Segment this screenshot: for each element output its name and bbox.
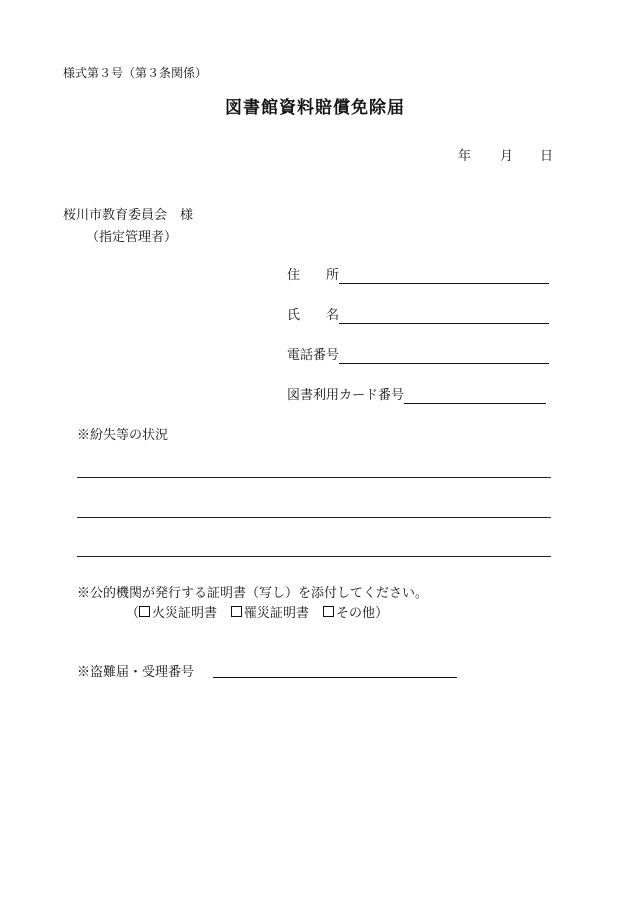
name-label-2: 名 (326, 308, 340, 323)
library-card-row (287, 382, 546, 404)
fire-certificate-checkbox[interactable] (139, 606, 150, 617)
certificate-instruction: ※公的機関が発行する証明書（写し）を添付してください。 (77, 586, 429, 601)
name-row (287, 302, 549, 324)
date-year-label: 年 (458, 149, 472, 164)
loss-situation-heading: ※紛失等の状況 (77, 428, 169, 443)
fire-certificate-label: 火災証明書 (152, 606, 218, 621)
phone-field[interactable] (339, 349, 549, 364)
other-certificate-label: その他 (336, 606, 376, 621)
certificate-options (126, 602, 388, 621)
disaster-certificate-checkbox[interactable] (231, 606, 242, 617)
other-certificate-option[interactable] (323, 602, 375, 621)
disaster-certificate-label: 罹災証明書 (244, 606, 310, 621)
address-label-1: 住 (287, 268, 301, 283)
phone-label: 電話番号 (287, 348, 340, 363)
address-field[interactable] (339, 269, 549, 284)
fire-certificate-option[interactable] (139, 602, 217, 621)
name-field[interactable] (339, 309, 549, 324)
other-certificate-checkbox[interactable] (323, 606, 334, 617)
theft-report-label: ※盗難届・受理番号 (77, 665, 195, 680)
addressee: 桜川市教育委員会 様 (63, 208, 194, 223)
date-day-label: 日 (540, 149, 554, 164)
name-label-1: 氏 (287, 308, 301, 323)
close-paren: ） (375, 606, 389, 621)
date-month-label: 月 (500, 149, 514, 164)
library-card-field[interactable] (404, 389, 546, 404)
phone-row (287, 342, 549, 364)
loss-situation-line-1[interactable] (77, 477, 551, 478)
open-paren: （ (126, 606, 140, 621)
form-title: 図書館資料賠償免除届 (225, 98, 405, 118)
theft-report-number-field[interactable] (213, 677, 457, 678)
loss-situation-line-3[interactable] (77, 556, 551, 557)
disaster-certificate-option[interactable] (231, 602, 309, 621)
library-card-label: 図書利用カード番号 (287, 388, 405, 403)
address-label-2: 所 (326, 268, 340, 283)
loss-situation-line-2[interactable] (77, 517, 551, 518)
address-row (287, 262, 549, 284)
designated-manager: （指定管理者） (86, 230, 178, 245)
form-number: 様式第３号（第３条関係） (63, 66, 208, 80)
